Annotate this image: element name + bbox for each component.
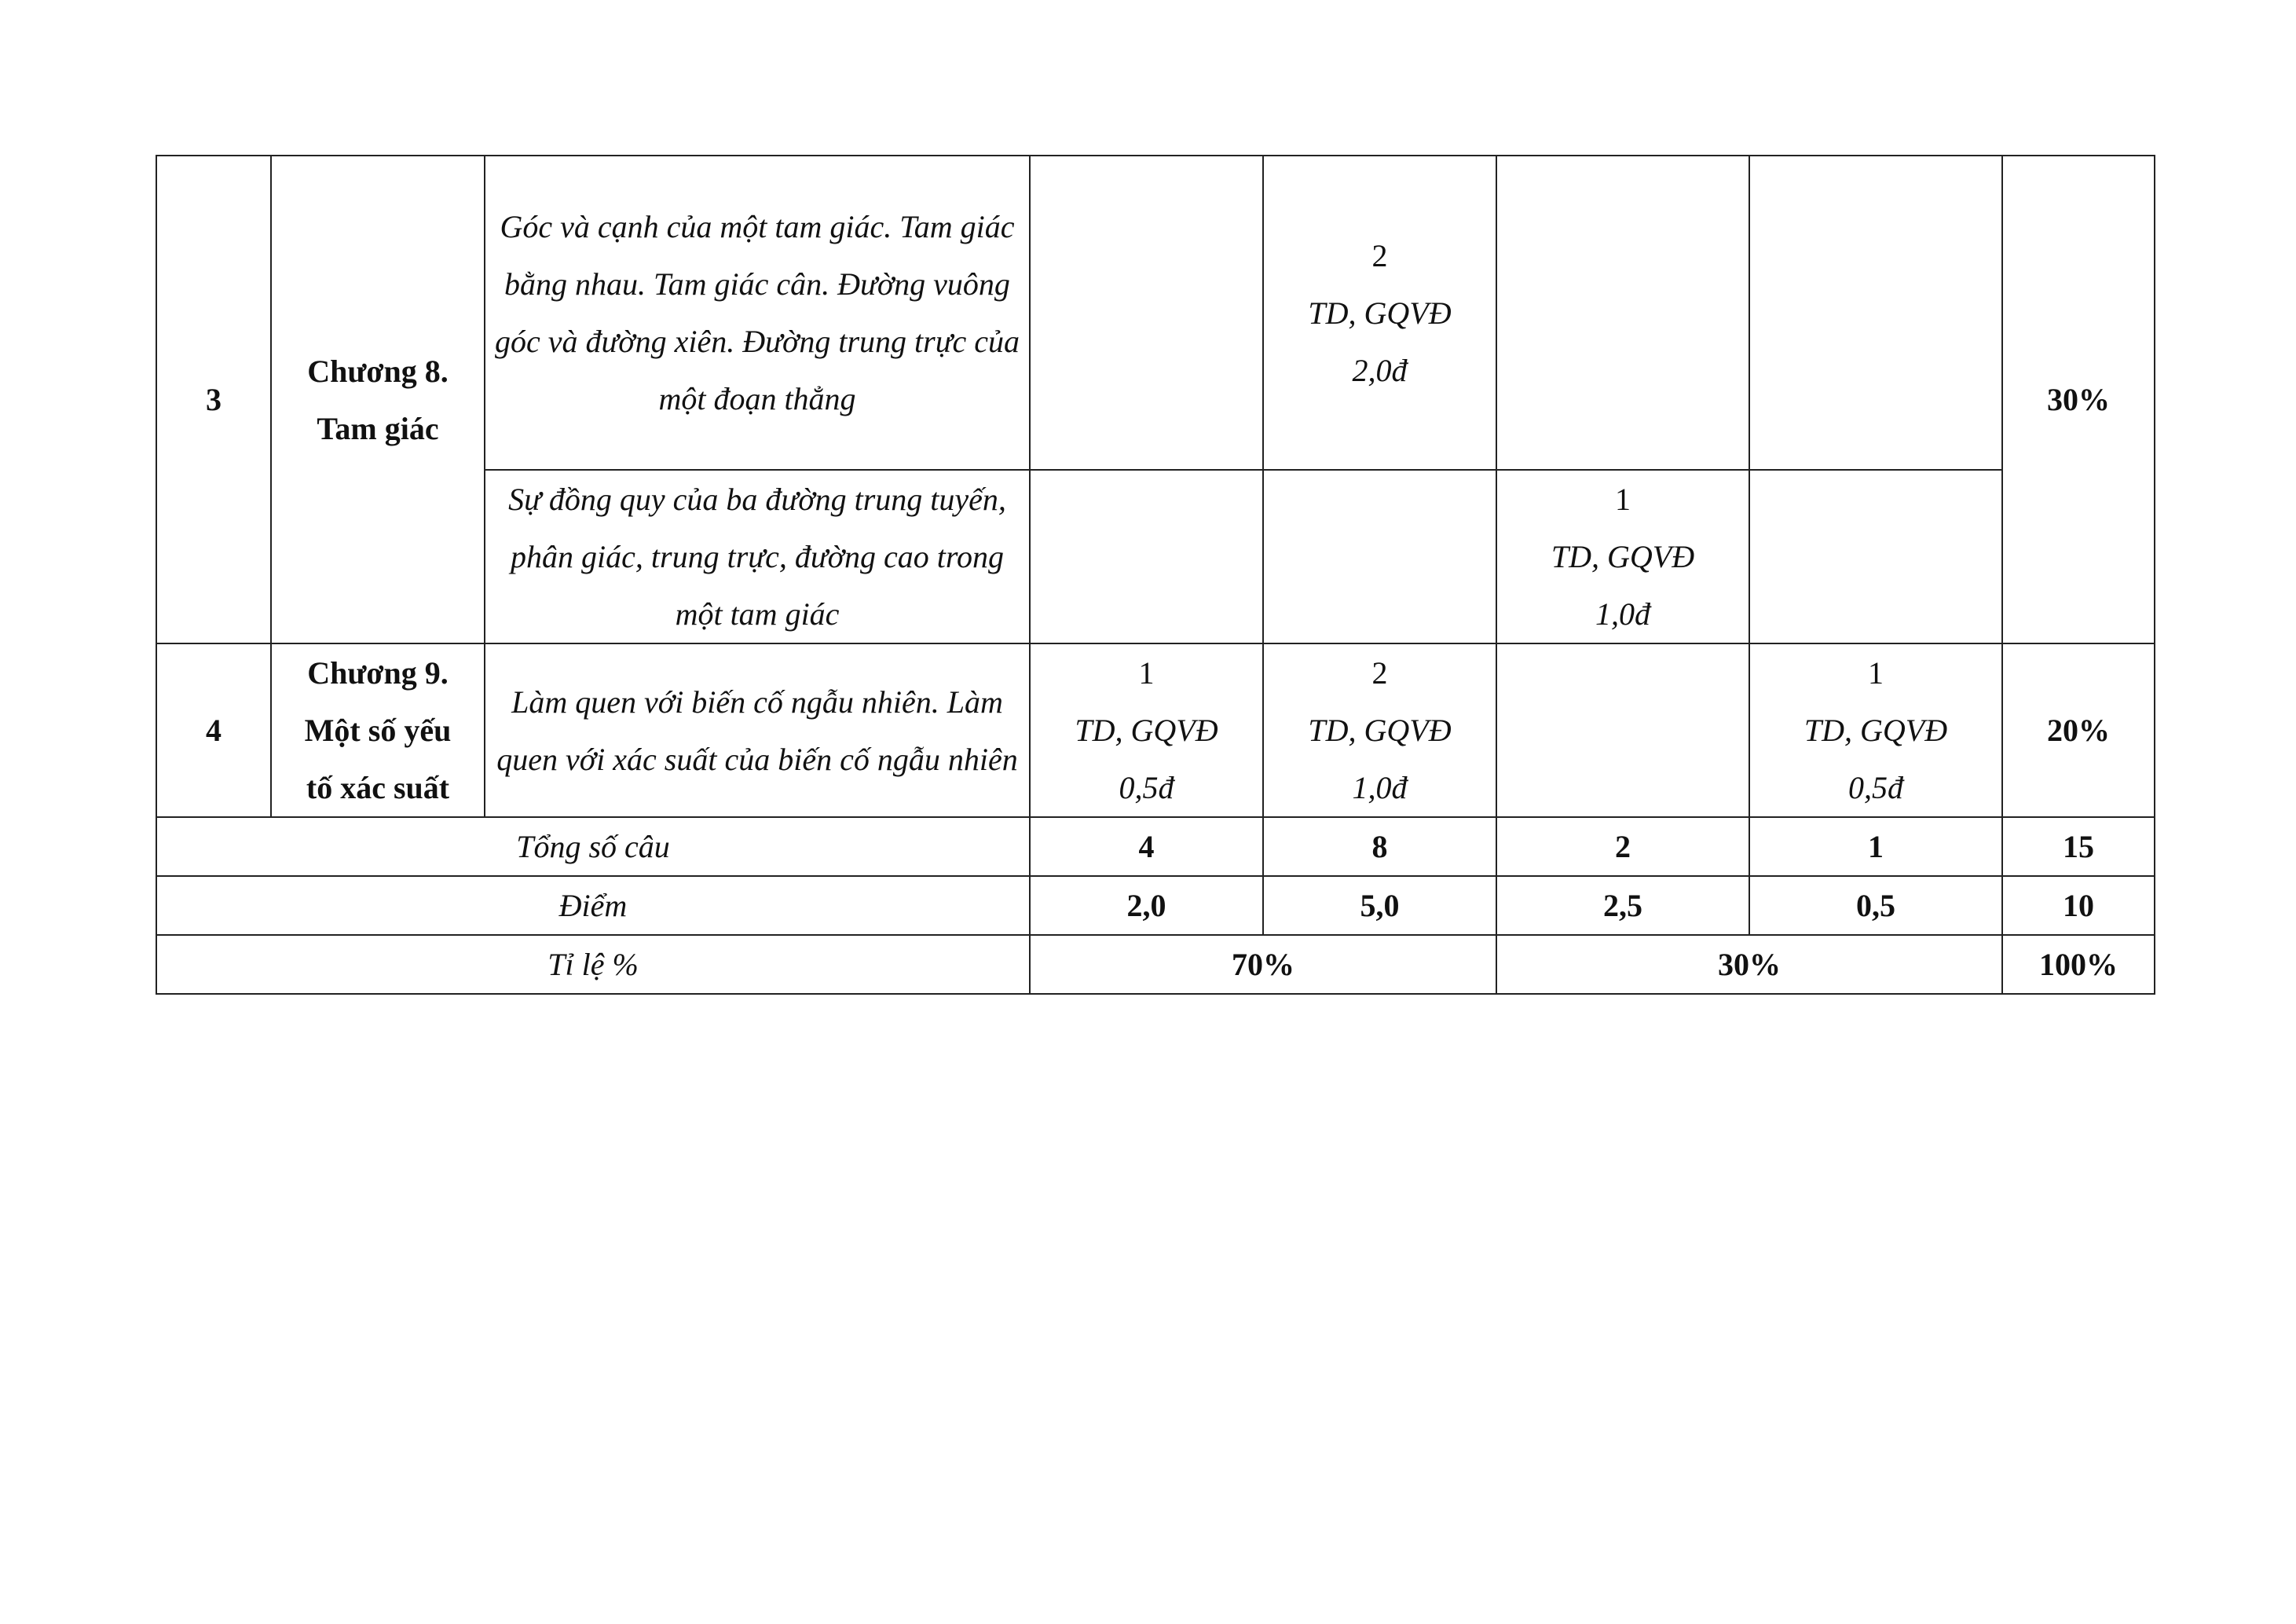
- totals-ratio-row: [156, 935, 2155, 994]
- totals-points-label: Điểm: [156, 876, 1030, 935]
- chapter-name: Chương 8. Tam giác: [271, 156, 485, 643]
- assessment-matrix-table: [156, 155, 2155, 995]
- level-cell: [1263, 470, 1496, 643]
- level-cell: [1749, 156, 2002, 470]
- topic-content: Góc và cạnh của một tam giác. Tam giác bằng nhau. Tam giác cân. Đường vuông góc và đường xiên. Đường trung trực của một đoạn thẳng: [485, 156, 1030, 470]
- chapter-ratio: 30%: [2002, 156, 2155, 643]
- row-number: 3: [156, 156, 271, 643]
- level-cell: 1 TD, GQVĐ 1,0đ: [1496, 470, 1749, 643]
- level-cell: 2 TD, GQVĐ 2,0đ: [1263, 156, 1496, 470]
- total-cell: 2,5: [1496, 876, 1749, 935]
- total-cell: 8: [1263, 817, 1496, 876]
- total-cell: 2: [1496, 817, 1749, 876]
- ratio-group-1: 70%: [1030, 935, 1496, 994]
- total-cell: 15: [2002, 817, 2155, 876]
- level-cell: 2 TD, GQVĐ 1,0đ: [1263, 643, 1496, 817]
- total-cell: 5,0: [1263, 876, 1496, 935]
- level-cell: 1 TD, GQVĐ 0,5đ: [1030, 643, 1263, 817]
- totals-questions-label: Tổng số câu: [156, 817, 1030, 876]
- level-cell: [1030, 470, 1263, 643]
- level-cell: [1749, 470, 2002, 643]
- chapter-ratio: 20%: [2002, 643, 2155, 817]
- level-cell: [1496, 643, 1749, 817]
- totals-points-row: [156, 876, 2155, 935]
- table-row: [156, 156, 2155, 470]
- total-cell: 0,5: [1749, 876, 2002, 935]
- level-cell: 1 TD, GQVĐ 0,5đ: [1749, 643, 2002, 817]
- total-cell: 4: [1030, 817, 1263, 876]
- total-cell: 1: [1749, 817, 2002, 876]
- totals-questions-row: [156, 817, 2155, 876]
- total-cell: 2,0: [1030, 876, 1263, 935]
- table-row: [156, 643, 2155, 817]
- total-cell: 10: [2002, 876, 2155, 935]
- level-cell: [1030, 156, 1263, 470]
- level-cell: [1496, 156, 1749, 470]
- topic-content: Làm quen với biến cố ngẫu nhiên. Làm quen với xác suất của biến cố ngẫu nhiên: [485, 643, 1030, 817]
- totals-ratio-label: Tỉ lệ %: [156, 935, 1030, 994]
- ratio-group-2: 30%: [1496, 935, 2002, 994]
- row-number: 4: [156, 643, 271, 817]
- topic-content: Sự đồng quy của ba đường trung tuyến, phân giác, trung trực, đường cao trong một tam giác: [485, 470, 1030, 643]
- ratio-total: 100%: [2002, 935, 2155, 994]
- chapter-name: Chương 9. Một số yếu tố xác suất: [271, 643, 485, 817]
